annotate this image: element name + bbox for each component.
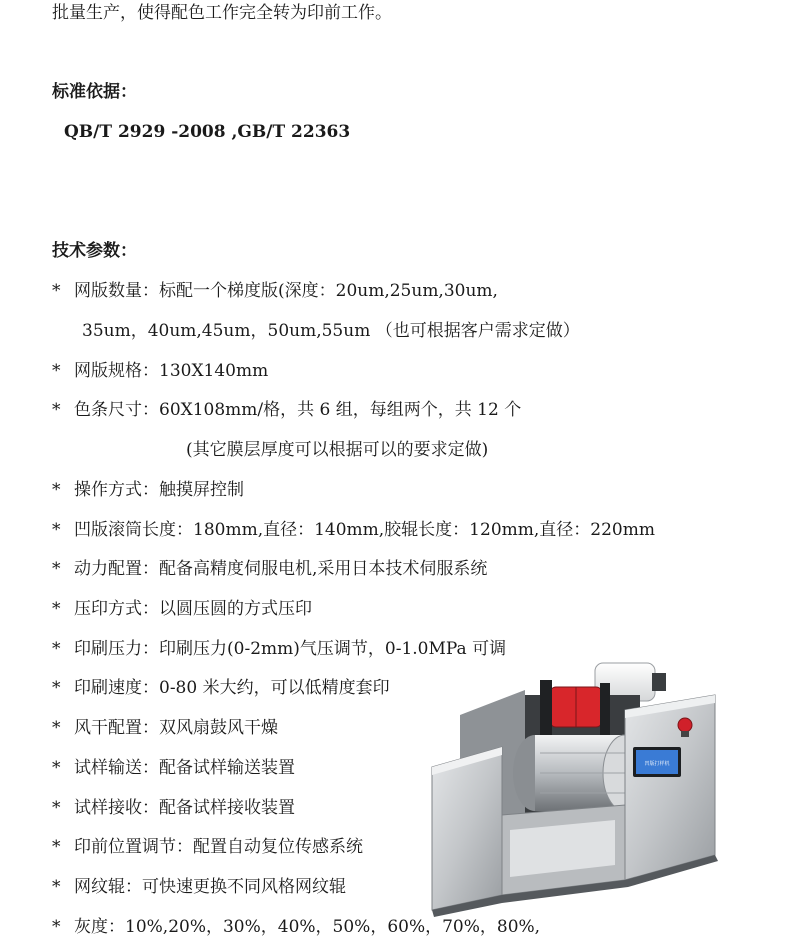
param-item [52, 280, 498, 302]
param-text: 动力配置：配备高精度伺服电机,采用日本技术伺服系统 [74, 559, 488, 579]
param-item [52, 360, 268, 382]
param-item [52, 479, 244, 501]
bullet: * [52, 559, 61, 579]
param-text: 印刷速度：0-80 米大约，可以低精度套印 [74, 678, 390, 698]
param-item-continuation: 35um，40um,45um，50um,55um （也可根据客户需求定做） [82, 321, 580, 341]
param-text: 印刷压力：印刷压力(0-2mm)气压调节，0-1.0MPa 可调 [74, 639, 507, 659]
bullet: * [52, 877, 61, 897]
param-text: 灰度：10%,20%，30%，40%，50%，60%，70%，80%, [74, 917, 541, 937]
intro-tail: 批量生产，使得配色工作完全转为印前工作。 [52, 3, 392, 23]
param-text: 操作方式：触摸屏控制 [74, 480, 244, 500]
bullet: * [52, 917, 61, 937]
bullet: * [52, 758, 61, 778]
param-text: 网版数量：标配一个梯度版(深度：20um,25um,30um, [74, 281, 498, 301]
param-text: 风干配置：双风扇鼓风干燥 [74, 718, 278, 738]
standard-value: QB/T 2929 -2008 ,GB/T 22363 [64, 122, 351, 142]
bullet: * [52, 281, 61, 301]
bullet: * [52, 798, 61, 818]
param-text: 网纹辊：可快速更换不同风格网纹辊 [74, 877, 346, 897]
screen-label: 凹版打样机 [644, 761, 670, 767]
param-item [52, 717, 278, 739]
param-item [52, 876, 346, 898]
bullet: * [52, 718, 61, 738]
param-text: 网版规格：130X140mm [74, 361, 269, 381]
bullet: * [52, 599, 61, 619]
bullet: * [52, 400, 61, 420]
param-item [52, 519, 655, 541]
params-heading: 技术参数： [52, 241, 137, 261]
param-text: 印前位置调节：配置自动复位传感系统 [74, 837, 363, 857]
param-item [52, 836, 363, 858]
param-text: 色条尺寸：60X108mm/格，共 6 组，每组两个，共 12 个 [74, 400, 522, 420]
param-item-continuation: (其它膜层厚度可以根据可以的要求定做) [186, 440, 489, 460]
bullet: * [52, 361, 61, 381]
bullet: * [52, 520, 61, 540]
param-item [52, 797, 295, 819]
param-item [52, 757, 295, 779]
param-text: 压印方式：以圆压圆的方式压印 [74, 599, 312, 619]
param-item [52, 399, 521, 421]
bullet: * [52, 639, 61, 659]
bullet: * [52, 678, 61, 698]
param-item [52, 598, 312, 620]
param-item [52, 677, 390, 699]
machine-right-housing [625, 695, 715, 880]
param-text: 试样输送：配备试样输送装置 [74, 758, 295, 778]
emergency-stop-button [678, 718, 692, 732]
param-text: 凹版滚筒长度：180mm,直径：140mm,胶辊长度：120mm,直径：220mm [74, 520, 655, 540]
param-item [52, 558, 487, 580]
product-photo [430, 655, 720, 920]
bullet: * [52, 480, 61, 500]
standard-heading: 标准依据： [52, 82, 137, 102]
param-text: 试样接收：配备试样接收装置 [74, 798, 295, 818]
bullet: * [52, 837, 61, 857]
